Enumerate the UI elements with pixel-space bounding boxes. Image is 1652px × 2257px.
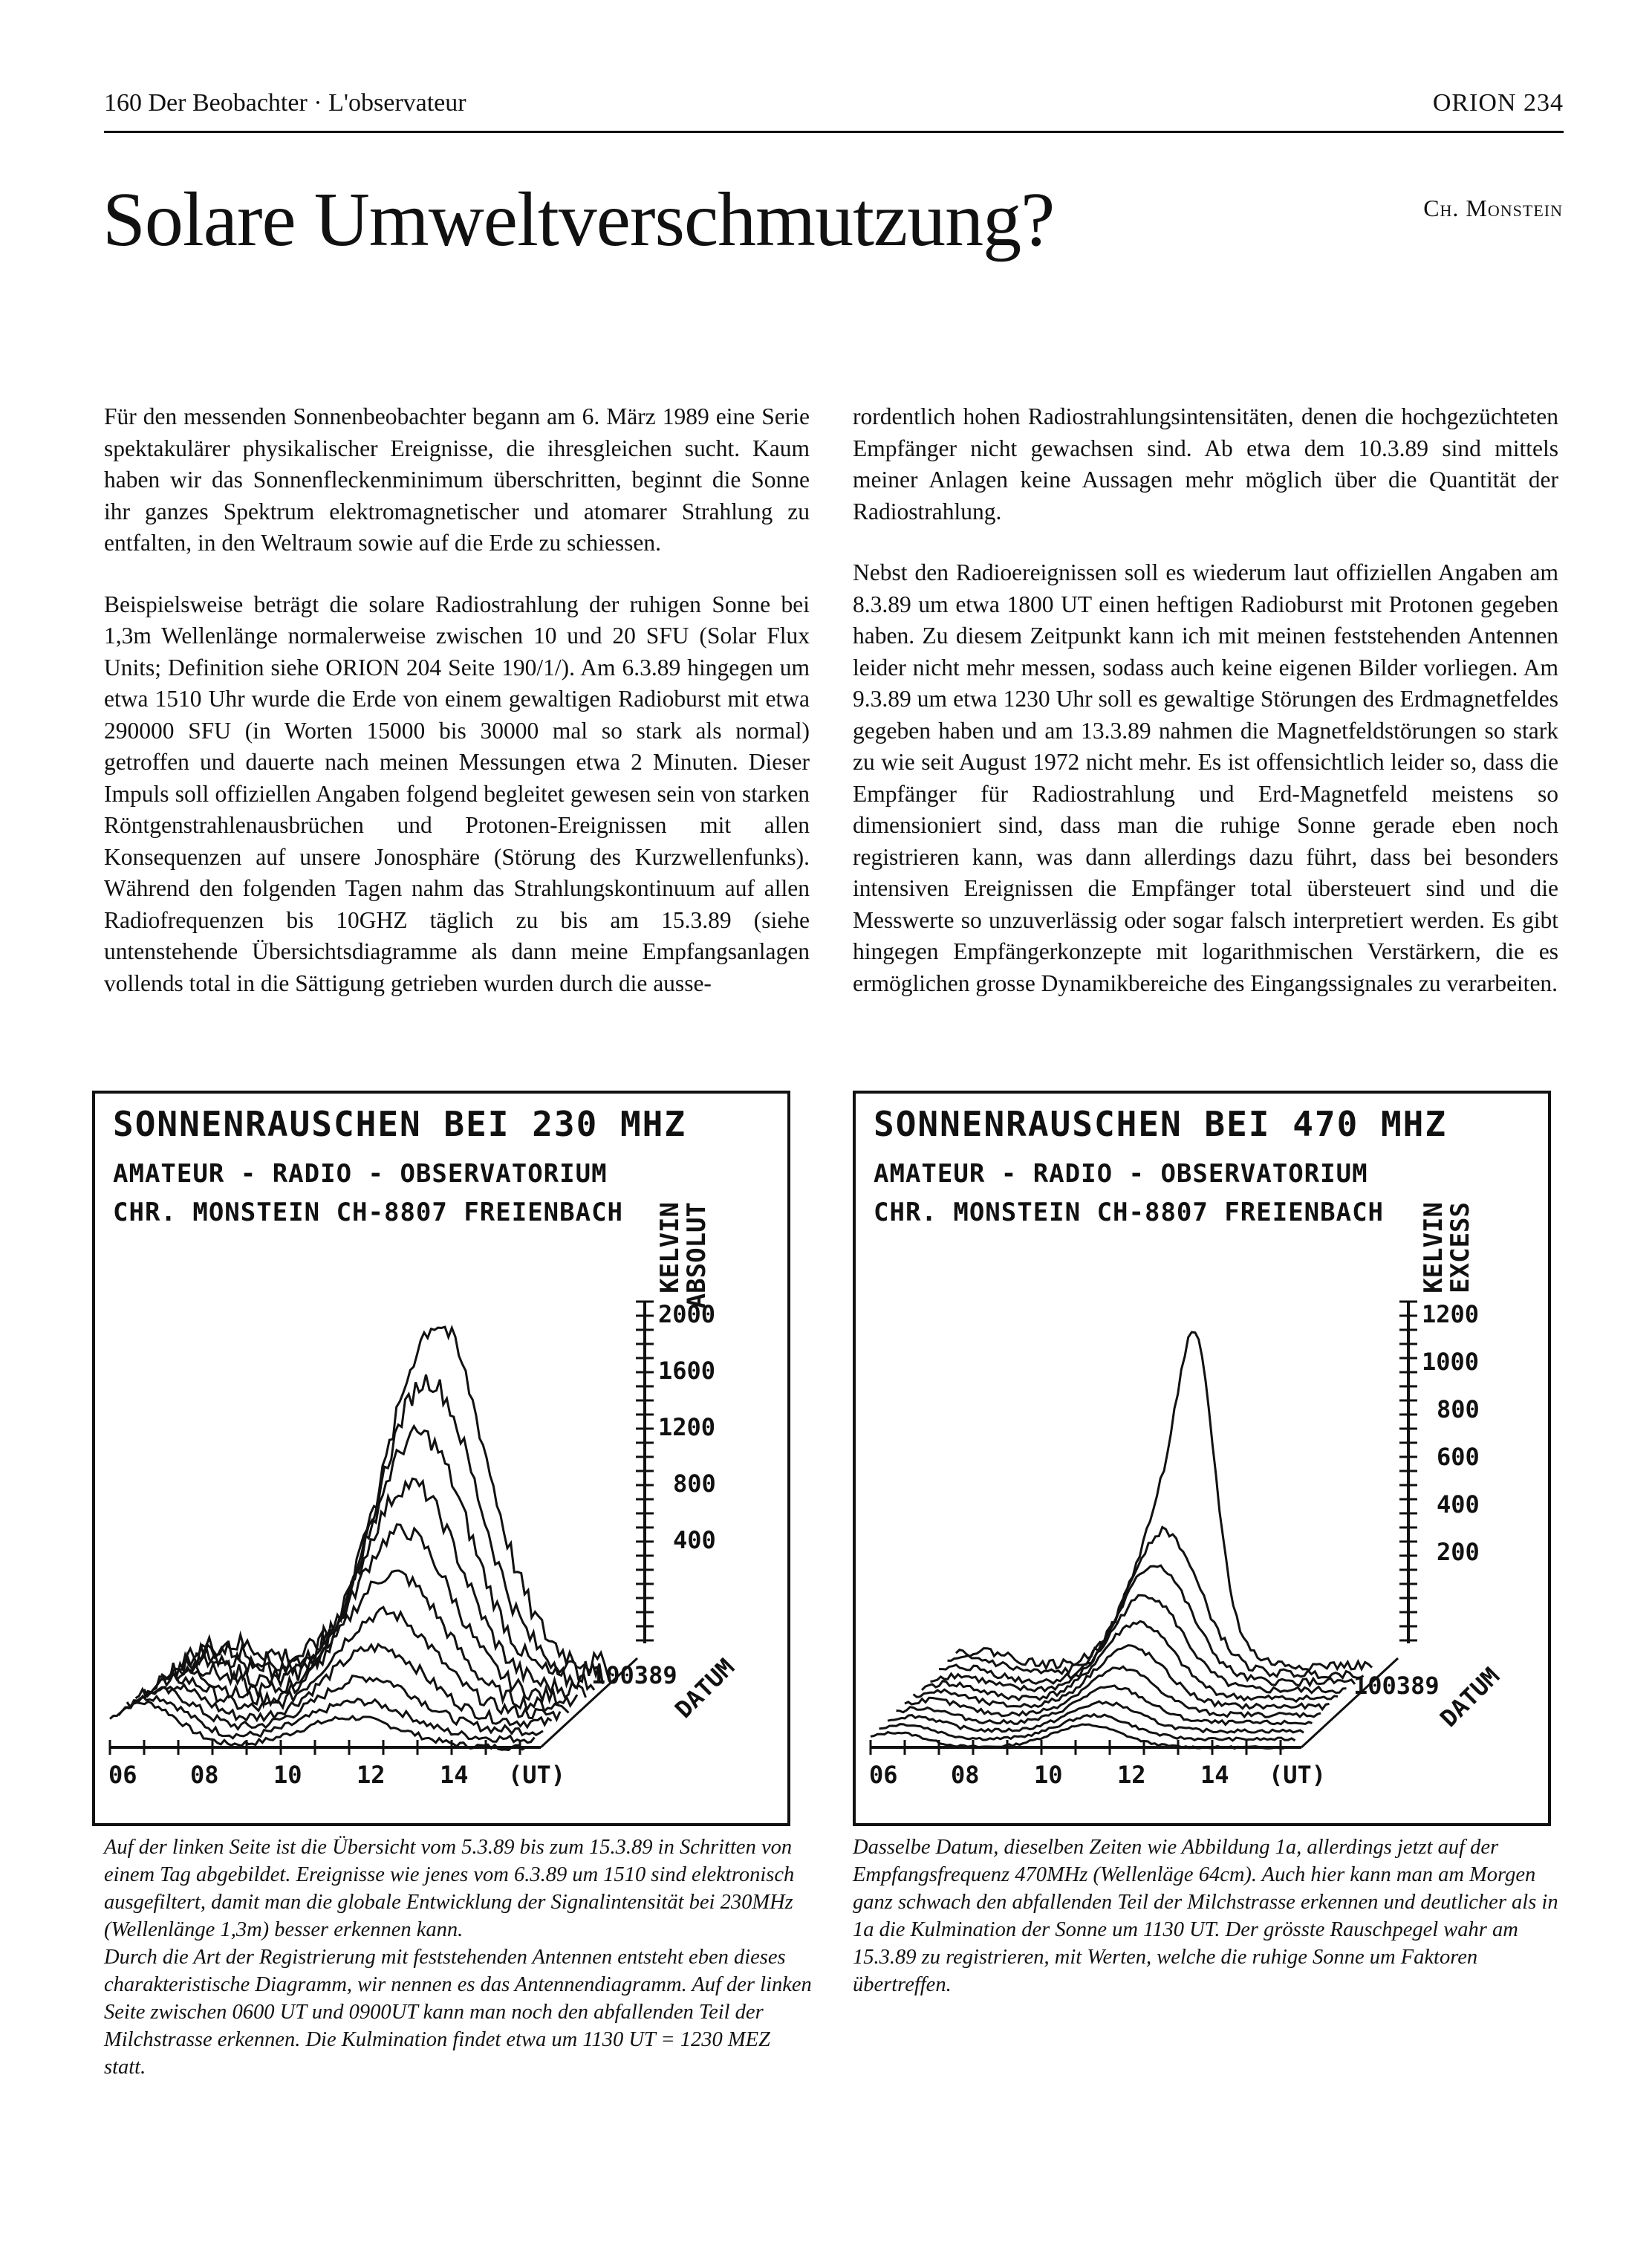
x-unit-label: (UT) [508,1761,566,1789]
figure-caption-left [104,1834,817,2081]
waterfall-trace [956,1332,1372,1669]
figure-230mhz [92,1091,790,1826]
y-tick-label: 600 [1437,1443,1480,1471]
running-header [104,89,1564,133]
y-axis-label: KELVIN [1419,1202,1448,1293]
figure-caption-right [853,1834,1558,1998]
x-tick-label: 06 [108,1761,137,1789]
journal-issue: ORION 234 [1432,89,1564,117]
body-column-right [853,401,1558,1029]
y-axis-mode: EXCESS [1446,1202,1475,1293]
y-axis-label: KELVIN [655,1202,685,1293]
y-tick-label: 800 [673,1470,716,1498]
x-tick-label: 12 [357,1761,386,1789]
y-tick-label: 800 [1437,1395,1480,1423]
y-tick-label: 2000 [658,1300,716,1328]
waterfall-trace [931,1595,1347,1692]
y-tick-label: 200 [1437,1538,1480,1566]
y-tick-label: 400 [1437,1490,1480,1519]
article-title: Solare Umweltverschmutzung? [103,177,1055,262]
x-tick-label: 10 [273,1761,302,1789]
article-author: Ch. Monstein [1423,195,1563,221]
paragraph: Für den messenden Sonnenbeobachter begann am 6. März 1989 eine Serie spektakulärer physikalischer Ereignisse, die ihresgleichen sucht. Kaum haben wir das Sonnenfleckenminimum überschritten, beginnt die Sonne ihr ganzes Spektrum elektromagnetischer und atomarer Strahlung zu entfalten, in den Weltraum sowie auf die Erde zu schiessen. [104,403,810,556]
waterfall-trace [195,1327,611,1676]
y-tick-label: 1200 [658,1413,716,1441]
x-unit-label: (UT) [1269,1761,1327,1789]
x-tick-label: 08 [190,1761,219,1789]
x-tick-label: 14 [1200,1761,1229,1789]
body-column-left [104,401,810,1029]
waterfall-trace [871,1724,1287,1749]
waterfall-trace [879,1715,1295,1741]
figure-author-line: CHR. MONSTEIN CH-8807 FREIENBACH [113,1198,624,1227]
y-tick-label: 400 [673,1526,716,1554]
date-axis-label: DATUM [669,1653,741,1724]
x-tick-label: 12 [1117,1761,1146,1789]
figure-subtitle: AMATEUR - RADIO - OBSERVATORIUM [874,1159,1368,1189]
paragraph: Beispielsweise beträgt die solare Radiostrahlung der ruhigen Sonne bei 1,3m Wellenlänge normalerweise zwischen 10 und 20 SFU (Solar Flux Units; Definition siehe ORION 204 Seite 190/1/). Am 6.3.89 hingegen um etwa 1510 Uhr wurde die Erde von einem gewaltigen Radioburst mit etwa 290000 SFU (in Worten 15000 bis 30000 mal so stark als normal) getroffen und dauerte nach meinen Messungen etwa 2 Minuten. Dieser Impuls soll offiziellen Angaben folgend begleitet gewesen sein von starken Röntgenstrahlenausbrüchen und Protonen-Ereignissen mit allen Konsequenzen auf unsere Jonosphäre (Störung des Kurzwellenfunks). Während den folgenden Tagen nahm das Strahlungskontinuum auf allen Radiofrequenzen bis 10GHZ täglich zu bis am 15.3.89 (siehe untenstehende Übersichtsdiagramme als dann meine Empfangsanlagen vollends total in die Sättigung getrieben wurden durch die ausse- [104,591,810,996]
date-axis-label: DATUM [1434,1662,1506,1732]
x-tick-label: 14 [440,1761,469,1789]
figure-470mhz [853,1091,1551,1826]
y-tick-label: 1200 [1422,1300,1480,1328]
caption-paragraph: Dasselbe Datum, dieselben Zeiten wie Abbildung 1a, allerdings jetzt auf der Empfangsfrequenz 470MHz (Wellenläge 64cm). Auch hier kann man am Morgen ganz schwach den abfallenden Teil der Milchstrasse erkennen und deutlicher als in 1a die Kulmination der Sonne um 1130 UT. Der grösste Rauschpegel wahr am 15.3.89 zu registrieren, mit Werten, welche die ruhige Sonne um Faktoren übertreffen. [853,1836,1558,1996]
paragraph: Nebst den Radioereignissen soll es wiederum laut offiziellen Angaben am 8.3.89 um etwa 1800 UT einen heftigen Radioburst mit Protonen gegeben haben. Zu diesem Zeitpunkt kann ich mit meinen feststehenden Antennen leider nicht mehr messen, sodass auch keine eigenen Bilder vorliegen. Am 9.3.89 um etwa 1230 Uhr soll es gewaltige Störungen des Erdmagnetfeldes gegeben haben und am 13.3.89 nahmen die Magnetfeldstörungen so stark zu wie seit August 1972 nicht mehr. Es ist offensichtlich leider so, dass die Empfänger für Radiostrahlung und Erd-Magnetfeld meistens so dimensioniert sind, dass man die ruhige Sonne gerade eben noch registrieren kann, was dann allerdings dazu führt, dass bei besonders intensiven Ereignissen die Empfänger total übersteuert sind und die Messwerte so unzuverlässig oder sogar falsch interpretiert werden. Es gibt hingegen Empfängerkonzepte mit logarithmischen Verstärkern, die es ermöglichen grosse Dynamikbereiche des Eingangssignales zu verarbeiten. [853,559,1558,996]
date-value: 100389 [591,1661,677,1689]
x-tick-label: 08 [951,1761,980,1789]
figure-title: SONNENRAUSCHEN BEI 230 MHZ [113,1104,687,1144]
figure-subtitle: AMATEUR - RADIO - OBSERVATORIUM [113,1159,608,1189]
caption-paragraph: Auf der linken Seite ist die Übersicht vom 5.3.89 bis zum 15.3.89 in Schritten von einem Tag abgebildet. Ereignisse wie jenes vom 6.3.89 um 1510 sind elektronisch ausgefiltert, damit man die globale Entwicklung der Signalintensität bei 230MHz (Wellenlänge 1,3m) besser erkennen kann. [104,1836,795,1941]
caption-paragraph: Durch die Art der Registrierung mit feststehenden Antennen entsteht eben dieses charakteristische Diagramm, wir nennen es das Antennendiagramm. Auf der linken Seite zwischen 0600 UT und 0900UT kann man noch den abfallenden Teil der Milchstrasse erkennen. Die Kulmination findet etwa um 1130 UT = 1230 MEZ statt. [104,1946,812,2079]
page-number-section: 160 Der Beobachter · L'observateur [104,89,466,117]
waterfall-trace [119,1696,535,1743]
x-tick-label: 10 [1034,1761,1063,1789]
figure-author-line: CHR. MONSTEIN CH-8807 FREIENBACH [874,1198,1385,1227]
figure-title: SONNENRAUSCHEN BEI 470 MHZ [874,1104,1448,1144]
y-axis-mode: ABSOLUT [682,1202,712,1309]
y-tick-label: 1600 [658,1357,716,1385]
x-tick-label: 06 [869,1761,898,1789]
paragraph: rordentlich hohen Radiostrahlungsintensitäten, denen die hochgezüchteten Empfänger nicht gewachsen sind. Ab etwa dem 10.3.89 sind mittels meiner Anlagen keine Aussagen mehr möglich über die Quantität der Radiostrahlung. [853,403,1558,525]
date-value: 100389 [1353,1672,1440,1700]
y-tick-label: 1000 [1422,1348,1480,1376]
waterfall-trace [905,1666,1321,1717]
